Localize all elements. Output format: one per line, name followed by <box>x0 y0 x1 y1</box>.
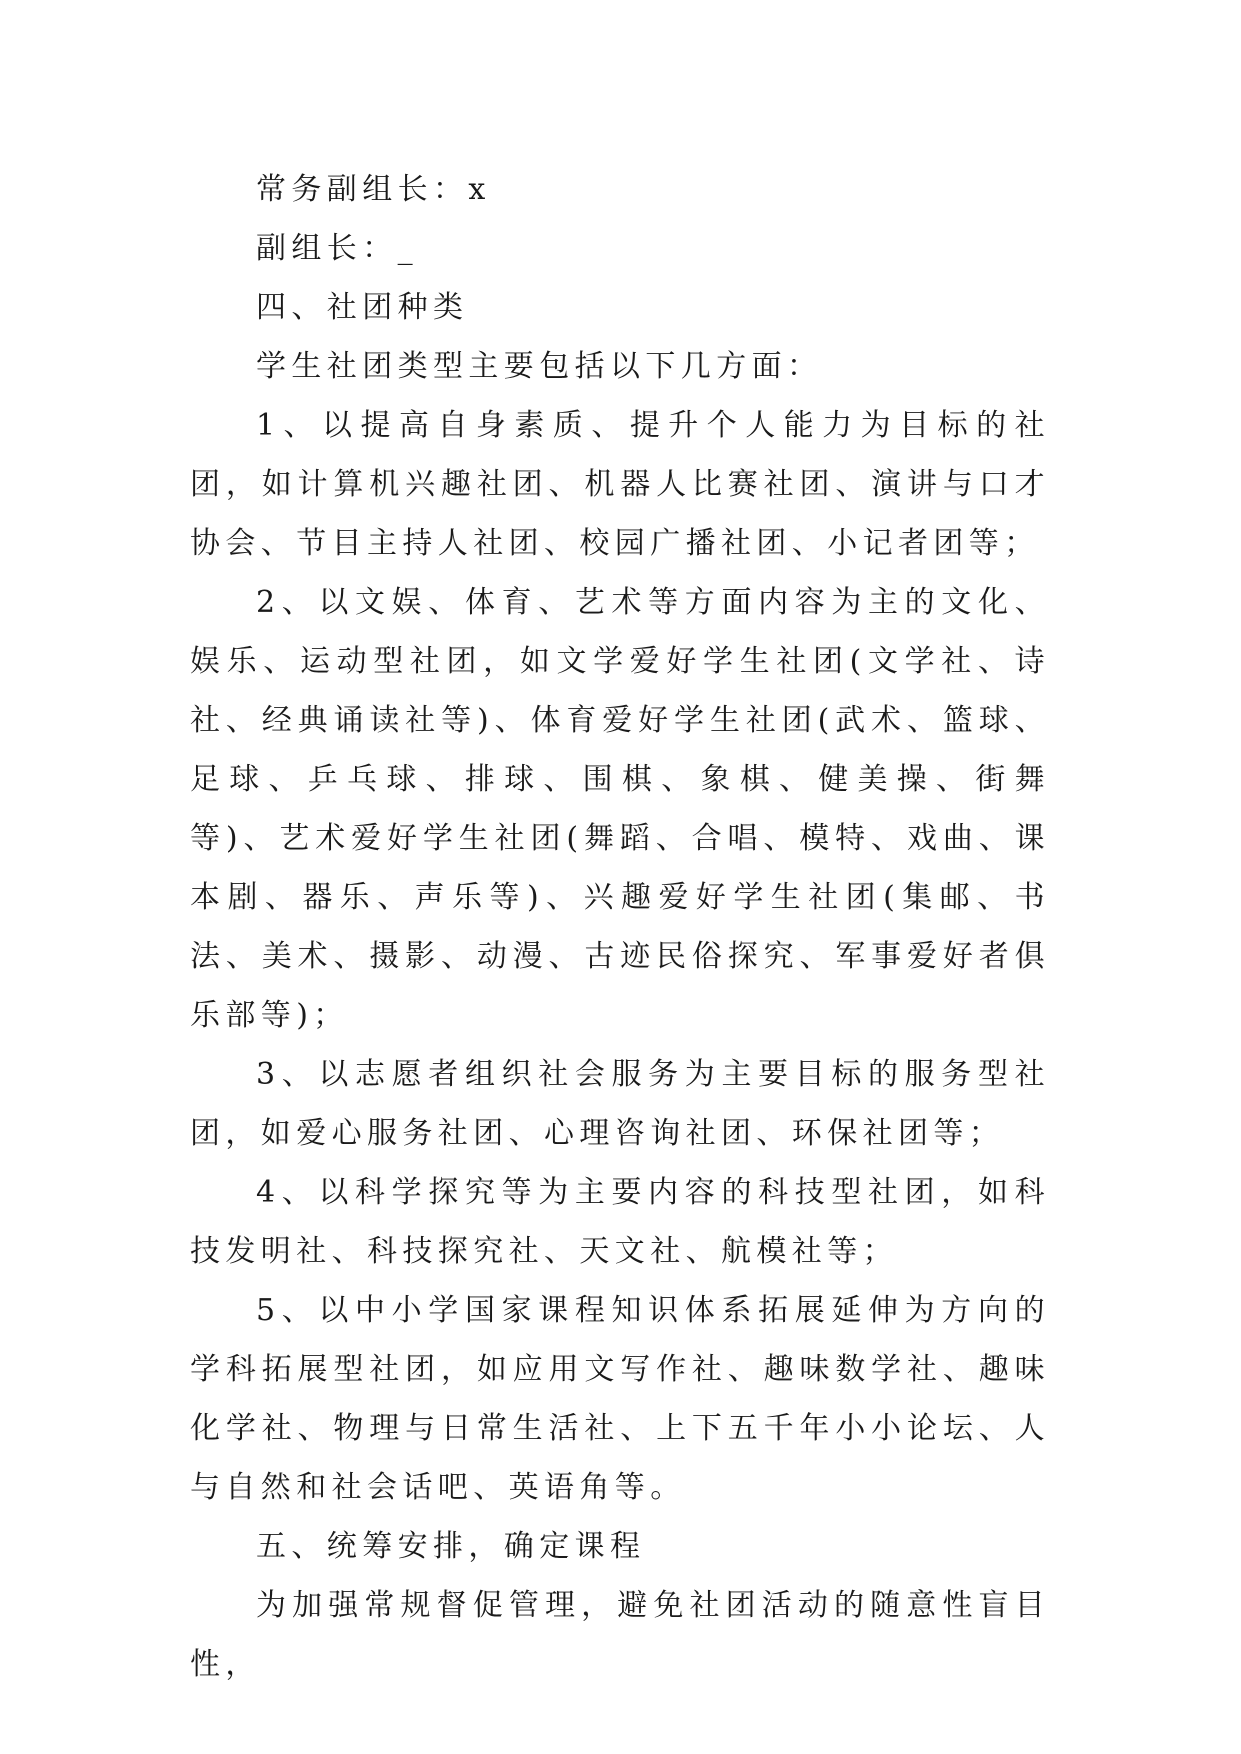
list-item-5: 5、以中小学国家课程知识体系拓展延伸为方向的学科拓展型社团，如应用文写作社、趣味数学社、趣味化学社、物理与日常生活社、上下五千年小小论坛、人与自然和社会话吧、英语角等。 <box>190 1293 1050 1505</box>
paragraph-club-types-intro: 学生社团类型主要包括以下几方面： <box>256 349 823 384</box>
list-item-2: 2、以文娱、体育、艺术等方面内容为主的文化、娱乐、运动型社团，如文学爱好学生社团(文学社、诗社、经典诵读社等)、体育爱好学生社团(武术、篮球、足球、乒乓球、排球、围棋、象棋、健美操、街舞等)、艺术爱好学生社团(舞蹈、合唱、模特、戏曲、课本剧、器乐、声乐等)、兴趣爱好学生社团(集邮、书法、美术、摄影、动漫、古迹民俗探究、军事爱好者俱乐部等)； <box>190 585 1050 1033</box>
list-item-1: 1、以提高自身素质、提升个人能力为目标的社团，如计算机兴趣社团、机器人比赛社团、演讲与口才协会、节目主持人社团、校园广播社团、小记者团等； <box>190 408 1050 561</box>
section-heading-scheduling: 五、统筹安排，确定课程 <box>256 1529 646 1564</box>
list-item-4: 4、以科学探究等为主要内容的科技型社团，如科技发明社、科技探究社、天文社、航模社等； <box>190 1175 1050 1269</box>
section-heading-club-types: 四、社团种类 <box>256 290 469 325</box>
document-body <box>190 160 1050 1694</box>
paragraph-executive-deputy-leader: 常务副组长：x <box>256 172 491 207</box>
list-item-3: 3、以志愿者组织社会服务为主要目标的服务型社团，如爱心服务社团、心理咨询社团、环保社团等； <box>190 1057 1050 1151</box>
paragraph-deputy-leader: 副组长：_ <box>256 231 418 266</box>
paragraph-management: 为加强常规督促管理，避免社团活动的随意性盲目性， <box>190 1588 1050 1682</box>
